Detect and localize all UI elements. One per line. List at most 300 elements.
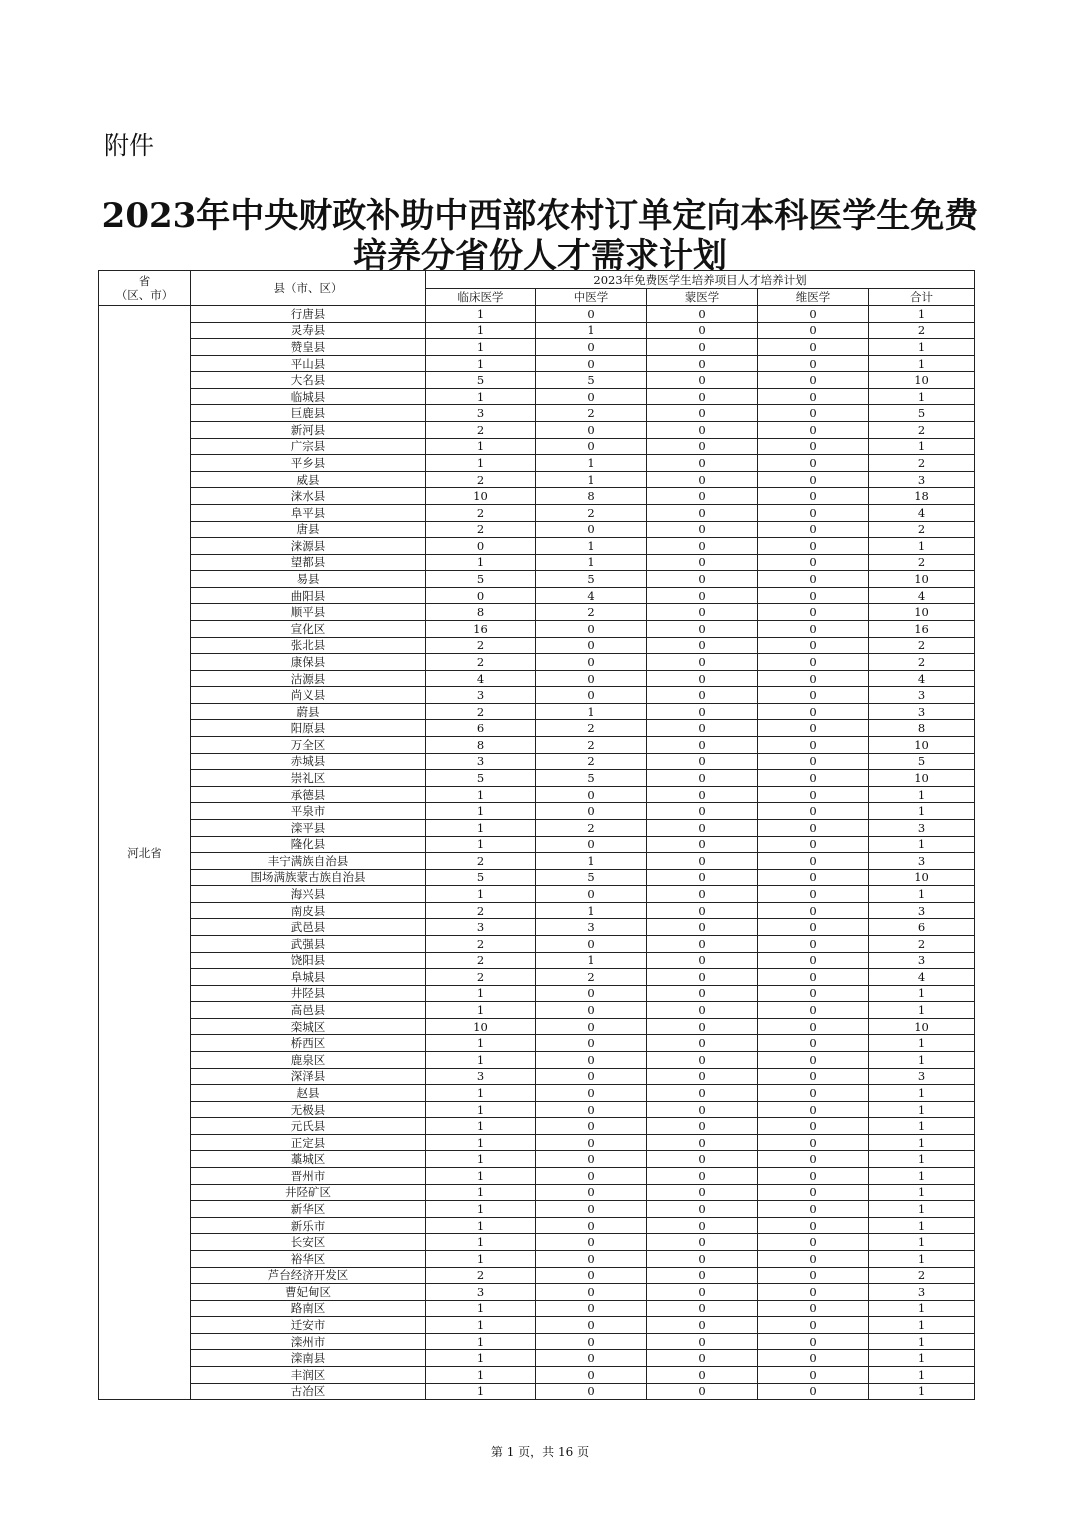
- total-cell: 16: [869, 620, 975, 637]
- uyghur-medicine-cell: 0: [758, 306, 869, 323]
- mongolian-medicine-cell: 0: [647, 836, 758, 853]
- mongolian-medicine-cell: 0: [647, 438, 758, 455]
- mongolian-medicine-cell: 0: [647, 819, 758, 836]
- clinical-cell: 1: [426, 886, 536, 903]
- uyghur-medicine-cell: 0: [758, 355, 869, 372]
- table-row: [99, 339, 975, 356]
- mongolian-medicine-cell: 0: [647, 902, 758, 919]
- uyghur-medicine-cell: 0: [758, 935, 869, 952]
- total-cell: 10: [869, 1018, 975, 1035]
- county-cell: 宣化区: [191, 620, 426, 637]
- mongolian-medicine-cell: 0: [647, 339, 758, 356]
- uyghur-medicine-cell: 0: [758, 471, 869, 488]
- mongolian-medicine-cell: 0: [647, 969, 758, 986]
- tcm-cell: 5: [536, 770, 647, 787]
- tcm-cell: 5: [536, 372, 647, 389]
- county-cell: 临城县: [191, 388, 426, 405]
- table-row: [99, 1300, 975, 1317]
- tcm-cell: 0: [536, 1018, 647, 1035]
- total-cell: 3: [869, 703, 975, 720]
- table-body: [99, 306, 975, 1400]
- uyghur-medicine-cell: 0: [758, 1052, 869, 1069]
- table-row: [99, 952, 975, 969]
- clinical-cell: 1: [426, 1085, 536, 1102]
- talent-plan-table: [98, 270, 975, 1400]
- clinical-cell: 5: [426, 571, 536, 588]
- table-row: [99, 1234, 975, 1251]
- tcm-cell: 0: [536, 803, 647, 820]
- tcm-cell: 1: [536, 554, 647, 571]
- clinical-cell: 5: [426, 372, 536, 389]
- total-cell: 1: [869, 786, 975, 803]
- tcm-cell: 0: [536, 1333, 647, 1350]
- uyghur-medicine-cell: 0: [758, 405, 869, 422]
- total-cell: 1: [869, 1052, 975, 1069]
- table-row: [99, 388, 975, 405]
- uyghur-medicine-cell: 0: [758, 952, 869, 969]
- uyghur-medicine-cell: 0: [758, 819, 869, 836]
- total-cell: 1: [869, 306, 975, 323]
- tcm-cell: 0: [536, 1284, 647, 1301]
- table-row: [99, 438, 975, 455]
- table-row: [99, 1367, 975, 1384]
- clinical-cell: 1: [426, 1118, 536, 1135]
- mongolian-medicine-cell: 0: [647, 654, 758, 671]
- mongolian-medicine-cell: 0: [647, 504, 758, 521]
- mongolian-medicine-cell: 0: [647, 306, 758, 323]
- total-cell: 2: [869, 637, 975, 654]
- uyghur-medicine-cell: 0: [758, 1184, 869, 1201]
- clinical-cell: 1: [426, 388, 536, 405]
- tcm-cell: 0: [536, 1201, 647, 1218]
- mongolian-medicine-cell: 0: [647, 1367, 758, 1384]
- table-row: [99, 1201, 975, 1218]
- total-cell: 2: [869, 654, 975, 671]
- clinical-cell: 1: [426, 455, 536, 472]
- clinical-cell: 1: [426, 1383, 536, 1400]
- mongolian-medicine-cell: 0: [647, 571, 758, 588]
- uyghur-medicine-cell: 0: [758, 620, 869, 637]
- county-cell: 阜城县: [191, 969, 426, 986]
- county-cell: 尚义县: [191, 687, 426, 704]
- mongolian-medicine-cell: 0: [647, 869, 758, 886]
- total-cell: 1: [869, 438, 975, 455]
- county-cell: 赵县: [191, 1085, 426, 1102]
- total-cell: 1: [869, 1035, 975, 1052]
- mongolian-medicine-cell: 0: [647, 322, 758, 339]
- mongolian-medicine-cell: 0: [647, 355, 758, 372]
- table-row: [99, 1018, 975, 1035]
- total-cell: 3: [869, 1284, 975, 1301]
- tcm-cell: 1: [536, 471, 647, 488]
- tcm-cell: 3: [536, 919, 647, 936]
- uyghur-medicine-cell: 0: [758, 985, 869, 1002]
- table-row: [99, 455, 975, 472]
- clinical-cell: 8: [426, 737, 536, 754]
- tcm-cell: 0: [536, 1085, 647, 1102]
- mongolian-medicine-cell: 0: [647, 770, 758, 787]
- uyghur-medicine-cell: 0: [758, 720, 869, 737]
- uyghur-medicine-cell: 0: [758, 1134, 869, 1151]
- clinical-cell: 1: [426, 1367, 536, 1384]
- uyghur-medicine-cell: 0: [758, 1234, 869, 1251]
- mongolian-medicine-cell: 0: [647, 803, 758, 820]
- tcm-cell: 0: [536, 339, 647, 356]
- mongolian-medicine-cell: 0: [647, 1300, 758, 1317]
- mongolian-medicine-cell: 0: [647, 687, 758, 704]
- clinical-cell: 10: [426, 1018, 536, 1035]
- tcm-cell: 0: [536, 935, 647, 952]
- mongolian-medicine-cell: 0: [647, 637, 758, 654]
- table-row: [99, 422, 975, 439]
- tcm-cell: 0: [536, 1068, 647, 1085]
- table-row: [99, 670, 975, 687]
- clinical-cell: 1: [426, 306, 536, 323]
- uyghur-medicine-cell: 0: [758, 770, 869, 787]
- clinical-cell: 2: [426, 853, 536, 870]
- clinical-cell: 1: [426, 1201, 536, 1218]
- county-cell: 围场满族蒙古族自治县: [191, 869, 426, 886]
- total-cell: 1: [869, 1168, 975, 1185]
- mongolian-medicine-cell: 0: [647, 1217, 758, 1234]
- uyghur-medicine-cell: 0: [758, 571, 869, 588]
- attachment-label: 附件: [104, 131, 155, 160]
- uyghur-medicine-cell: 0: [758, 339, 869, 356]
- table-row: [99, 571, 975, 588]
- uyghur-medicine-cell: 0: [758, 1250, 869, 1267]
- tcm-cell: 0: [536, 1267, 647, 1284]
- county-cell: 崇礼区: [191, 770, 426, 787]
- mongolian-medicine-cell: 0: [647, 455, 758, 472]
- uyghur-medicine-cell: 0: [758, 1383, 869, 1400]
- county-cell: 万全区: [191, 737, 426, 754]
- clinical-cell: 1: [426, 1333, 536, 1350]
- tcm-cell: 0: [536, 886, 647, 903]
- total-cell: 1: [869, 1217, 975, 1234]
- county-header: 县（市、区）: [191, 271, 426, 306]
- uyghur-medicine-cell: 0: [758, 836, 869, 853]
- tcm-cell: 0: [536, 836, 647, 853]
- county-cell: 丰宁满族自治县: [191, 853, 426, 870]
- county-cell: 藁城区: [191, 1151, 426, 1168]
- table-row: [99, 985, 975, 1002]
- clinical-cell: 0: [426, 587, 536, 604]
- total-cell: 2: [869, 554, 975, 571]
- uyghur-medicine-cell: 0: [758, 322, 869, 339]
- uyghur-medicine-cell: 0: [758, 1217, 869, 1234]
- clinical-cell: 2: [426, 1267, 536, 1284]
- tcm-cell: 0: [536, 786, 647, 803]
- total-cell: 5: [869, 753, 975, 770]
- clinical-cell: 1: [426, 1317, 536, 1334]
- column-header-tcm: 中医学: [536, 289, 647, 306]
- table-row: [99, 504, 975, 521]
- uyghur-medicine-cell: 0: [758, 1201, 869, 1218]
- uyghur-medicine-cell: 0: [758, 902, 869, 919]
- uyghur-medicine-cell: 0: [758, 1267, 869, 1284]
- county-cell: 滦南县: [191, 1350, 426, 1367]
- clinical-cell: 1: [426, 1250, 536, 1267]
- column-header-uyghur-medicine: 维医学: [758, 289, 869, 306]
- mongolian-medicine-cell: 0: [647, 620, 758, 637]
- mongolian-medicine-cell: 0: [647, 1184, 758, 1201]
- county-cell: 裕华区: [191, 1250, 426, 1267]
- mongolian-medicine-cell: 0: [647, 538, 758, 555]
- uyghur-medicine-cell: 0: [758, 488, 869, 505]
- clinical-cell: 1: [426, 1134, 536, 1151]
- table-row: [99, 1085, 975, 1102]
- tcm-cell: 0: [536, 1300, 647, 1317]
- table-row: [99, 322, 975, 339]
- uyghur-medicine-cell: 0: [758, 438, 869, 455]
- tcm-cell: 1: [536, 455, 647, 472]
- page-footer: 第 1 页，共 16 页: [490, 1445, 590, 1459]
- table-row: [99, 1134, 975, 1151]
- county-cell: 张北县: [191, 637, 426, 654]
- clinical-cell: 3: [426, 753, 536, 770]
- mongolian-medicine-cell: 0: [647, 471, 758, 488]
- county-cell: 赞皇县: [191, 339, 426, 356]
- total-cell: 4: [869, 587, 975, 604]
- table-row: [99, 919, 975, 936]
- table-row: [99, 1168, 975, 1185]
- table-row: [99, 969, 975, 986]
- uyghur-medicine-cell: 0: [758, 869, 869, 886]
- clinical-cell: 2: [426, 969, 536, 986]
- table-row: [99, 604, 975, 621]
- table-row: [99, 538, 975, 555]
- mongolian-medicine-cell: 0: [647, 1068, 758, 1085]
- mongolian-medicine-cell: 0: [647, 935, 758, 952]
- county-cell: 新华区: [191, 1201, 426, 1218]
- uyghur-medicine-cell: 0: [758, 786, 869, 803]
- mongolian-medicine-cell: 0: [647, 1118, 758, 1135]
- tcm-cell: 2: [536, 737, 647, 754]
- county-cell: 易县: [191, 571, 426, 588]
- tcm-cell: 2: [536, 604, 647, 621]
- table-row: [99, 819, 975, 836]
- total-cell: 2: [869, 521, 975, 538]
- county-cell: 康保县: [191, 654, 426, 671]
- tcm-cell: 2: [536, 819, 647, 836]
- clinical-cell: 2: [426, 471, 536, 488]
- county-cell: 沽源县: [191, 670, 426, 687]
- mongolian-medicine-cell: 0: [647, 720, 758, 737]
- mongolian-medicine-cell: 0: [647, 670, 758, 687]
- uyghur-medicine-cell: 0: [758, 1101, 869, 1118]
- county-cell: 鹿泉区: [191, 1052, 426, 1069]
- total-cell: 1: [869, 1383, 975, 1400]
- tcm-cell: 2: [536, 720, 647, 737]
- tcm-cell: 0: [536, 521, 647, 538]
- mongolian-medicine-cell: 0: [647, 1284, 758, 1301]
- uyghur-medicine-cell: 0: [758, 1068, 869, 1085]
- tcm-cell: 1: [536, 703, 647, 720]
- mongolian-medicine-cell: 0: [647, 1267, 758, 1284]
- tcm-cell: 1: [536, 322, 647, 339]
- uyghur-medicine-cell: 0: [758, 1118, 869, 1135]
- tcm-cell: 0: [536, 1184, 647, 1201]
- clinical-cell: 4: [426, 670, 536, 687]
- uyghur-medicine-cell: 0: [758, 604, 869, 621]
- uyghur-medicine-cell: 0: [758, 637, 869, 654]
- tcm-cell: 4: [536, 587, 647, 604]
- total-cell: 1: [869, 1101, 975, 1118]
- county-cell: 古冶区: [191, 1383, 426, 1400]
- county-cell: 丰润区: [191, 1367, 426, 1384]
- table-row: [99, 1052, 975, 1069]
- table-row: [99, 471, 975, 488]
- tcm-cell: 0: [536, 1118, 647, 1135]
- column-header-clinical: 临床医学: [426, 289, 536, 306]
- county-cell: 平山县: [191, 355, 426, 372]
- tcm-cell: 0: [536, 1217, 647, 1234]
- total-cell: 2: [869, 422, 975, 439]
- total-cell: 1: [869, 803, 975, 820]
- tcm-cell: 0: [536, 306, 647, 323]
- uyghur-medicine-cell: 0: [758, 753, 869, 770]
- table-row: [99, 554, 975, 571]
- mongolian-medicine-cell: 0: [647, 1052, 758, 1069]
- clinical-cell: 2: [426, 654, 536, 671]
- total-cell: 1: [869, 538, 975, 555]
- tcm-cell: 0: [536, 670, 647, 687]
- county-cell: 广宗县: [191, 438, 426, 455]
- uyghur-medicine-cell: 0: [758, 1018, 869, 1035]
- uyghur-medicine-cell: 0: [758, 504, 869, 521]
- plan-header: 2023年免费医学生培养项目人才培养计划: [426, 271, 975, 289]
- tcm-cell: 0: [536, 637, 647, 654]
- total-cell: 2: [869, 1267, 975, 1284]
- county-cell: 唐县: [191, 521, 426, 538]
- province-header-line-1: 省: [138, 274, 151, 288]
- mongolian-medicine-cell: 0: [647, 488, 758, 505]
- uyghur-medicine-cell: 0: [758, 919, 869, 936]
- clinical-cell: 1: [426, 786, 536, 803]
- clinical-cell: 1: [426, 554, 536, 571]
- clinical-cell: 3: [426, 1284, 536, 1301]
- mongolian-medicine-cell: 0: [647, 1168, 758, 1185]
- tcm-cell: 0: [536, 1317, 647, 1334]
- uyghur-medicine-cell: 0: [758, 538, 869, 555]
- tcm-cell: 2: [536, 753, 647, 770]
- clinical-cell: 2: [426, 521, 536, 538]
- table-row: [99, 637, 975, 654]
- total-cell: 10: [869, 737, 975, 754]
- table-row: [99, 521, 975, 538]
- table-row: [99, 1350, 975, 1367]
- uyghur-medicine-cell: 0: [758, 703, 869, 720]
- county-cell: 巨鹿县: [191, 405, 426, 422]
- total-cell: 10: [869, 869, 975, 886]
- table-row: [99, 355, 975, 372]
- tcm-cell: 0: [536, 1250, 647, 1267]
- uyghur-medicine-cell: 0: [758, 1035, 869, 1052]
- mongolian-medicine-cell: 0: [647, 422, 758, 439]
- clinical-cell: 1: [426, 1035, 536, 1052]
- county-cell: 威县: [191, 471, 426, 488]
- column-header-mongolian-medicine: 蒙医学: [647, 289, 758, 306]
- table-row: [99, 770, 975, 787]
- clinical-cell: 8: [426, 604, 536, 621]
- total-cell: 3: [869, 687, 975, 704]
- mongolian-medicine-cell: 0: [647, 753, 758, 770]
- county-cell: 滦平县: [191, 819, 426, 836]
- table-row: [99, 1250, 975, 1267]
- uyghur-medicine-cell: 0: [758, 803, 869, 820]
- tcm-cell: 0: [536, 1002, 647, 1019]
- county-cell: 承德县: [191, 786, 426, 803]
- mongolian-medicine-cell: 0: [647, 1333, 758, 1350]
- table-row: [99, 836, 975, 853]
- county-cell: 赤城县: [191, 753, 426, 770]
- mongolian-medicine-cell: 0: [647, 604, 758, 621]
- province-header-line-2: （区、市）: [115, 288, 174, 302]
- clinical-cell: 1: [426, 1184, 536, 1201]
- mongolian-medicine-cell: 0: [647, 1350, 758, 1367]
- clinical-cell: 2: [426, 703, 536, 720]
- clinical-cell: 3: [426, 687, 536, 704]
- mongolian-medicine-cell: 0: [647, 372, 758, 389]
- table-row: [99, 1101, 975, 1118]
- clinical-cell: 10: [426, 488, 536, 505]
- total-cell: 5: [869, 405, 975, 422]
- mongolian-medicine-cell: 0: [647, 1101, 758, 1118]
- clinical-cell: 1: [426, 1350, 536, 1367]
- county-cell: 曲阳县: [191, 587, 426, 604]
- table-row: [99, 902, 975, 919]
- clinical-cell: 1: [426, 836, 536, 853]
- county-cell: 行唐县: [191, 306, 426, 323]
- table-row: [99, 654, 975, 671]
- county-cell: 元氏县: [191, 1118, 426, 1135]
- document-title-line-1: 2023年中央财政补助中西部农村订单定向本科医学生免费: [101, 196, 979, 236]
- uyghur-medicine-cell: 0: [758, 886, 869, 903]
- uyghur-medicine-cell: 0: [758, 1317, 869, 1334]
- uyghur-medicine-cell: 0: [758, 654, 869, 671]
- tcm-cell: 0: [536, 422, 647, 439]
- tcm-cell: 5: [536, 869, 647, 886]
- mongolian-medicine-cell: 0: [647, 786, 758, 803]
- total-cell: 2: [869, 455, 975, 472]
- uyghur-medicine-cell: 0: [758, 455, 869, 472]
- uyghur-medicine-cell: 0: [758, 521, 869, 538]
- total-cell: 3: [869, 952, 975, 969]
- tcm-cell: 2: [536, 969, 647, 986]
- uyghur-medicine-cell: 0: [758, 1284, 869, 1301]
- total-cell: 1: [869, 836, 975, 853]
- tcm-cell: 0: [536, 1234, 647, 1251]
- total-cell: 1: [869, 339, 975, 356]
- column-header-total: 合计: [869, 289, 975, 306]
- clinical-cell: 1: [426, 322, 536, 339]
- county-cell: 平泉市: [191, 803, 426, 820]
- tcm-cell: 2: [536, 504, 647, 521]
- county-cell: 新河县: [191, 422, 426, 439]
- mongolian-medicine-cell: 0: [647, 405, 758, 422]
- county-cell: 武邑县: [191, 919, 426, 936]
- table-row: [99, 869, 975, 886]
- county-cell: 隆化县: [191, 836, 426, 853]
- mongolian-medicine-cell: 0: [647, 703, 758, 720]
- clinical-cell: 1: [426, 985, 536, 1002]
- table-row: [99, 372, 975, 389]
- total-cell: 1: [869, 1300, 975, 1317]
- table-row: [99, 306, 975, 323]
- uyghur-medicine-cell: 0: [758, 969, 869, 986]
- tcm-cell: 0: [536, 687, 647, 704]
- table-row: [99, 587, 975, 604]
